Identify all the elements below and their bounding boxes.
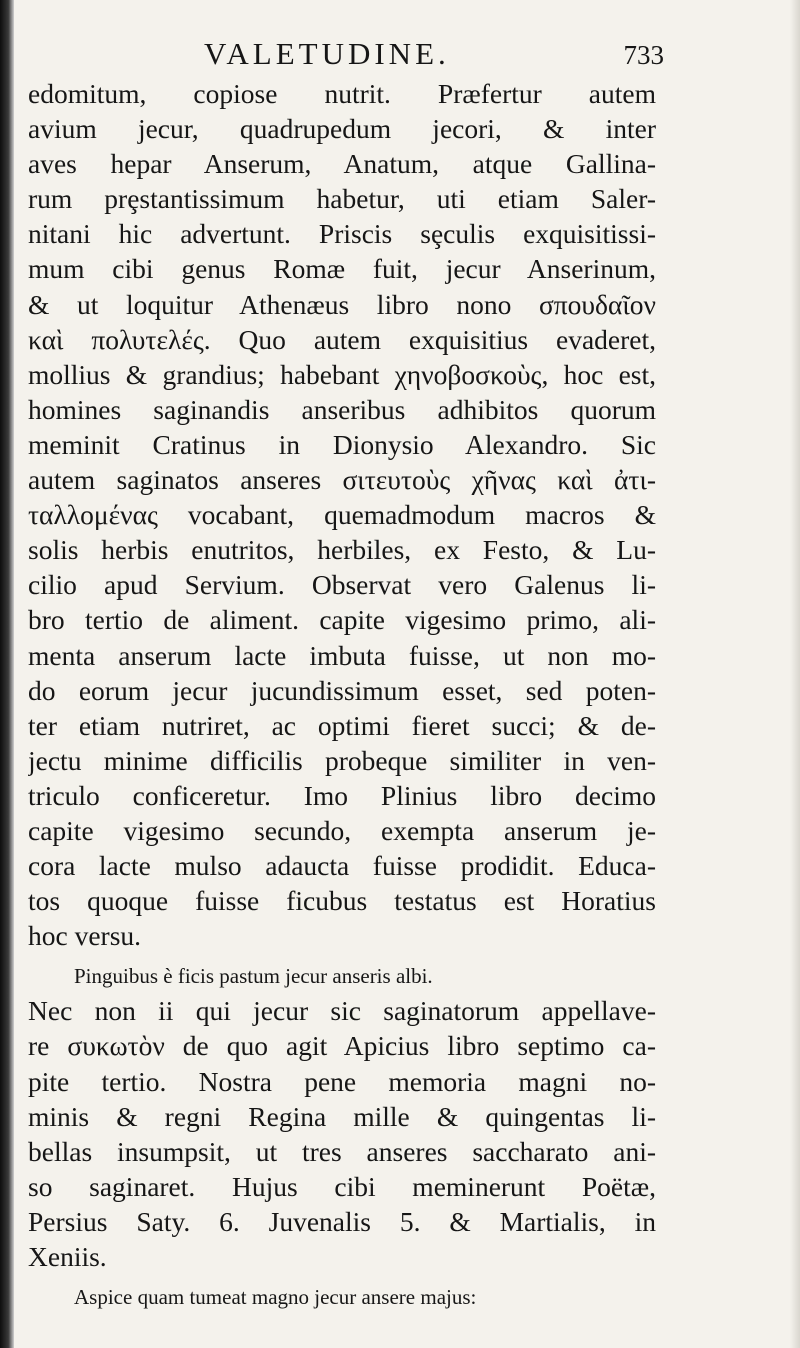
text-line: triculo conficeretur. Imo Plinius libro decimo bbox=[28, 779, 656, 811]
text-line: Persius Saty. 6. Juvenalis 5. & Martialis, in bbox=[28, 1205, 656, 1237]
text-line: nitani hic advertunt. Priscis sȩculis exquisitissi- bbox=[28, 218, 656, 250]
text-line: minis & regni Regina mille & quingentas li- bbox=[28, 1100, 656, 1132]
text-line: bro tertio de aliment. capite vigesimo primo, ali- bbox=[28, 604, 656, 636]
page-header bbox=[28, 34, 664, 76]
text-line: homines saginandis anseribus adhibitos quorum bbox=[28, 393, 656, 425]
text-line: solis herbis enutritos, herbiles, ex Festo, & Lu- bbox=[28, 534, 656, 566]
page-edge bbox=[790, 0, 800, 1348]
page-body bbox=[28, 34, 664, 1314]
text-line: mum cibi genus Romæ fuit, jecur Anserinum, bbox=[28, 253, 656, 285]
text-line: re συκωτὸν de quo agit Apicius libro septimo ca- bbox=[28, 1030, 656, 1062]
text-line: meminit Cratinus in Dionysio Alexandro. Sic bbox=[28, 428, 656, 460]
text-line: rum prȩstantissimum habetur, uti etiam Saler- bbox=[28, 183, 656, 215]
text-line: autem saginatos anseres σιτευτοὺς χῆνας καὶ ἀτι- bbox=[28, 464, 656, 496]
text-line: hoc versu. bbox=[28, 920, 142, 952]
page-number: 733 bbox=[623, 40, 664, 70]
text-line: Nec non ii qui jecur sic saginatorum appellave- bbox=[28, 995, 656, 1027]
book-gutter-shadow bbox=[0, 0, 14, 1348]
text-line: so saginaret. Hujus cibi meminerunt Poëtæ, bbox=[28, 1170, 656, 1202]
text-line: tos quoque fuisse ficubus testatus est Horatius bbox=[28, 885, 656, 917]
text-line: menta anserum lacte imbuta fuisse, ut non mo- bbox=[28, 639, 656, 671]
text-line: cora lacte mulso adaucta fuisse prodidit. Educa- bbox=[28, 850, 656, 882]
text-line: bellas insumpsit, ut tres anseres saccharato ani- bbox=[28, 1135, 656, 1167]
text-line: mollius & grandius; habebant χηνοβοσκοὺς, hoc est, bbox=[28, 358, 656, 390]
quotation-verse-2: Aspice quam tumeat magno jecur ansere majus: bbox=[74, 1285, 477, 1310]
text-line: capite vigesimo secundo, exempta anserum je- bbox=[28, 814, 656, 846]
paragraph-2 bbox=[28, 993, 656, 1274]
text-line: ταλλομένας vocabant, quemadmodum macros & bbox=[28, 499, 656, 531]
quotation-verse-1: Pinguibus è ficis pastum jecur anseris albi. bbox=[74, 964, 433, 989]
text-line: & ut loquitur Athenæus libro nono σπουδαῖον bbox=[28, 288, 656, 320]
text-line: avium jecur, quadrupedum jecori, & inter bbox=[28, 113, 656, 145]
text-line: Xeniis. bbox=[28, 1241, 107, 1272]
text-line: edomitum, copiose nutrit. Præfertur autem bbox=[28, 78, 656, 109]
text-line: cilio apud Servium. Observat vero Galenus li- bbox=[28, 569, 656, 601]
paragraph-1 bbox=[28, 76, 656, 953]
text-line: καὶ πολυτελές. Quo autem exquisitius evaderet, bbox=[28, 323, 656, 355]
text-line: do eorum jecur jucundissimum esset, sed poten- bbox=[28, 674, 656, 706]
text-line: ter etiam nutriret, ac optimi fieret succi; & de- bbox=[28, 709, 656, 741]
text-line: jectu minime difficilis probeque similiter in ven- bbox=[28, 744, 656, 776]
running-head: VALETUDINE. bbox=[204, 36, 450, 71]
text-line: pite tertio. Nostra pene memoria magni no- bbox=[28, 1065, 656, 1097]
text-line: aves hepar Anserum, Anatum, atque Gallina- bbox=[28, 148, 656, 180]
